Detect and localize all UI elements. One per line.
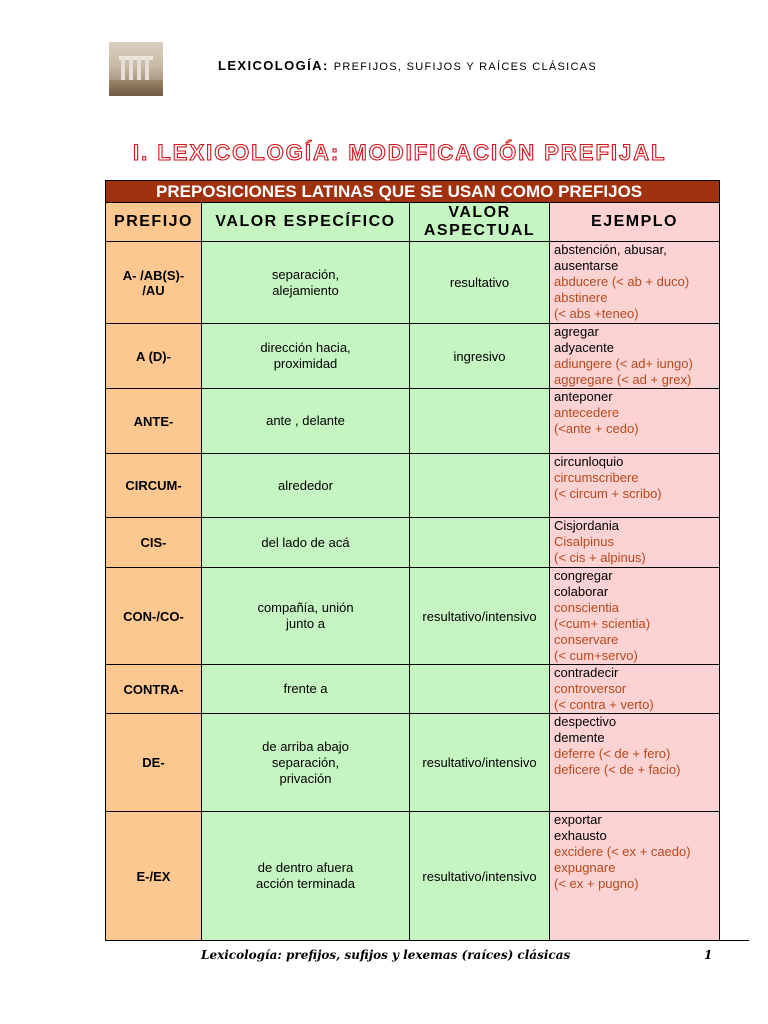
cell-prefijo xyxy=(106,568,202,665)
example-line: adiungere (< ad+ iungo) xyxy=(554,356,693,371)
header-valor-aspectual-line2: ASPECTUAL xyxy=(423,222,536,239)
example-line: demente xyxy=(554,730,605,745)
page-number: 1 xyxy=(704,948,713,962)
cell-valor-especifico-line: dirección hacia, xyxy=(260,340,351,355)
example-line: Cisalpinus xyxy=(554,534,614,549)
cell-valor-especifico-line: de dentro afuera xyxy=(257,860,354,875)
example-line: conservare xyxy=(554,632,619,647)
cell-ejemplo xyxy=(550,242,720,324)
table-row xyxy=(106,242,720,324)
cell-valor-aspectual: resultativo/intensivo xyxy=(410,568,550,665)
example-line: agregar xyxy=(554,324,599,339)
cell-prefijo xyxy=(106,324,202,389)
cell-valor-especifico-line: compañía, unión xyxy=(257,600,354,615)
section-title: I. LEXICOLOGÍA: MODIFICACIÓN PREFIJAL xyxy=(133,140,667,165)
cell-valor-especifico xyxy=(202,389,410,454)
cell-valor-especifico-line: de arriba abajo xyxy=(262,738,349,754)
example-line: abstención, abusar, xyxy=(554,242,667,257)
example-line: abstinere xyxy=(554,290,608,305)
example-line: adyacente xyxy=(554,340,614,355)
example-line: (< circum + scribo) xyxy=(554,486,662,501)
example-line: deferre (< de + fero) xyxy=(554,746,671,761)
cell-valor-especifico xyxy=(202,454,410,518)
prefixes-table xyxy=(105,180,720,941)
cell-prefijo xyxy=(106,242,202,324)
example-line: (< cis + alpinus) xyxy=(554,550,646,565)
cell-valor-especifico xyxy=(202,242,410,324)
cell-prefijo-line: CON-/CO- xyxy=(123,608,184,624)
cell-ejemplo xyxy=(550,518,720,568)
cell-valor-aspectual: resultativo xyxy=(410,242,550,324)
example-line: abducere (< ab + duco) xyxy=(554,274,690,289)
example-line: deficere (< de + facio) xyxy=(554,762,681,777)
cell-prefijo-line: /AU xyxy=(142,282,165,298)
cell-valor-especifico-line: del lado de acá xyxy=(261,534,350,550)
cell-ejemplo xyxy=(550,454,720,518)
example-line: contradecir xyxy=(554,665,619,680)
cell-valor-aspectual: ingresivo xyxy=(410,324,550,389)
cell-valor-especifico-line: junto a xyxy=(285,616,326,631)
table-row xyxy=(106,812,720,941)
running-header xyxy=(218,58,597,73)
cell-prefijo-line: A- /AB(S)- xyxy=(122,267,185,283)
cell-valor-especifico xyxy=(202,324,410,389)
cell-valor-especifico xyxy=(202,518,410,568)
header-valor-aspectual-line1: VALOR xyxy=(448,204,511,221)
table-row xyxy=(106,714,720,812)
header-valor-especifico: VALOR ESPECÍFICO xyxy=(202,203,410,242)
cell-valor-especifico xyxy=(202,812,410,941)
cell-prefijo-line: ANTE- xyxy=(133,413,174,429)
footer-rule xyxy=(105,940,749,941)
header-ejemplo: EJEMPLO xyxy=(550,203,720,242)
example-line: excidere (< ex + caedo) xyxy=(554,844,691,859)
cell-valor-aspectual: resultativo/intensivo xyxy=(410,812,550,941)
cell-valor-aspectual xyxy=(410,665,550,714)
cell-ejemplo xyxy=(550,714,720,812)
example-line: (< ex + pugno) xyxy=(554,876,639,891)
running-header-main: LEXICOLOGÍA: xyxy=(218,58,329,73)
example-line: conscientia xyxy=(554,600,620,615)
example-line: (< abs +teneo) xyxy=(554,306,639,321)
example-line: (< contra + verto) xyxy=(554,697,654,712)
cell-valor-especifico-line: privación xyxy=(279,770,332,786)
example-line: (<cum+ scientia) xyxy=(554,616,651,631)
example-line: circumscribere xyxy=(554,470,639,485)
cell-prefijo xyxy=(106,714,202,812)
example-line: (< cum+servo) xyxy=(554,648,638,663)
header-prefijo: PREFIJO xyxy=(106,203,202,242)
example-line: aggregare (< ad + grex) xyxy=(554,372,692,387)
table-row xyxy=(106,518,720,568)
cell-prefijo-line: DE- xyxy=(142,755,165,770)
example-line: ausentarse xyxy=(554,258,619,273)
columns-ruins-logo xyxy=(109,42,163,96)
cell-valor-especifico-line: acción terminada xyxy=(256,876,355,891)
cell-prefijo xyxy=(106,812,202,941)
example-line: exportar xyxy=(554,812,602,827)
example-line: Cisjordania xyxy=(554,518,620,533)
example-line: colaborar xyxy=(554,584,609,599)
cell-ejemplo xyxy=(550,389,720,454)
cell-ejemplo xyxy=(550,812,720,941)
cell-prefijo-line: CONTRA- xyxy=(123,681,184,697)
footer-text: Lexicología: prefijos, sufijos y lexemas (raíces) clásicas xyxy=(201,948,571,962)
cell-ejemplo xyxy=(550,568,720,665)
example-line: anteponer xyxy=(554,389,613,404)
cell-prefijo xyxy=(106,518,202,568)
table-row xyxy=(106,665,720,714)
example-line: expugnare xyxy=(554,860,616,875)
table-banner: PREPOSICIONES LATINAS QUE SE USAN COMO PREFIJOS xyxy=(106,181,720,203)
cell-prefijo-line: CIRCUM- xyxy=(125,478,182,493)
cell-valor-especifico xyxy=(202,714,410,812)
table-row xyxy=(106,454,720,518)
header-valor-aspectual xyxy=(410,203,550,242)
cell-prefijo-line: E-/EX xyxy=(136,868,171,884)
running-header-rest: PREFIJOS, SUFIJOS Y RAÍCES CLÁSICAS xyxy=(333,61,598,73)
cell-prefijo-line: CIS- xyxy=(140,535,167,550)
cell-valor-aspectual: resultativo/intensivo xyxy=(410,714,550,812)
cell-valor-aspectual xyxy=(410,389,550,454)
cell-valor-especifico xyxy=(202,665,410,714)
table-row xyxy=(106,389,720,454)
example-line: controversor xyxy=(554,681,627,696)
cell-valor-especifico-line: proximidad xyxy=(273,356,338,371)
example-line: despectivo xyxy=(554,714,617,729)
cell-valor-aspectual xyxy=(410,518,550,568)
cell-valor-especifico-line: separación, xyxy=(271,754,340,770)
example-line: circunloquio xyxy=(554,454,624,469)
cell-prefijo xyxy=(106,389,202,454)
cell-valor-aspectual xyxy=(410,454,550,518)
example-line: antecedere xyxy=(554,405,620,420)
cell-ejemplo xyxy=(550,665,720,714)
cell-valor-especifico-line: frente a xyxy=(283,681,328,696)
cell-valor-especifico-line: ante , delante xyxy=(266,413,345,428)
example-line: exhausto xyxy=(554,828,607,843)
example-line: (<ante + cedo) xyxy=(554,421,639,436)
cell-valor-especifico-line: alejamiento xyxy=(272,282,339,298)
cell-valor-especifico-line: alrededor xyxy=(278,477,333,493)
cell-valor-especifico-line: separación, xyxy=(271,266,340,282)
cell-valor-especifico xyxy=(202,568,410,665)
table-row xyxy=(106,324,720,389)
table-row xyxy=(106,568,720,665)
cell-prefijo xyxy=(106,665,202,714)
example-line: congregar xyxy=(554,568,613,583)
cell-ejemplo xyxy=(550,324,720,389)
cell-prefijo-line: A (D)- xyxy=(136,348,171,364)
cell-prefijo xyxy=(106,454,202,518)
